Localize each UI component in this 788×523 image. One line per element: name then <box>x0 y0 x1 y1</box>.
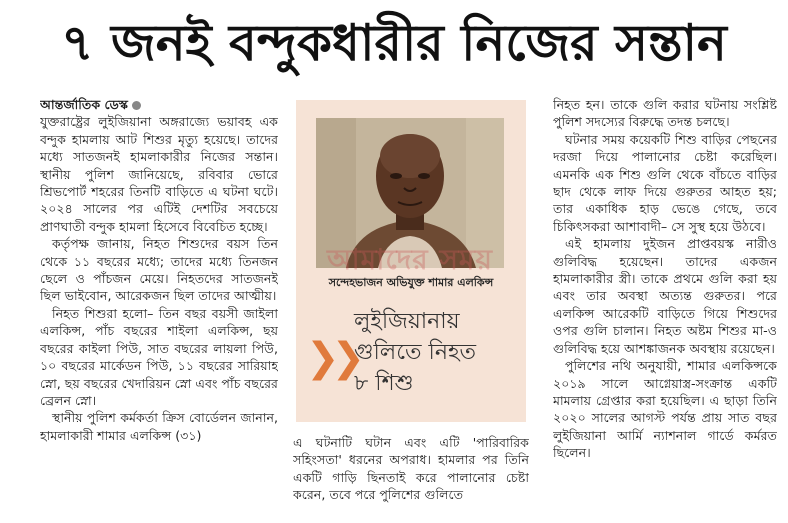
subhead-line: লুইজিয়ানায় <box>354 309 460 334</box>
paragraph: স্থানীয় পুলিশ কর্মকর্তা ক্রিস বোর্ডেলন জানান, হামলাকারী শামার এলকিন্স (৩১) <box>40 410 278 443</box>
paragraph: যুক্তরাষ্ট্রের লুইজিয়ানা অঙ্গরাজ্যে ভয়াবহ এক বন্দুক হামলায় আট শিশুর মৃত্যু হয়েছে। তাদের মধ্যে সাতজনই হামলাকারীর নিজের সন্তান। স্থানীয় পুলিশ জানিয়েছে, রবিবার ভোরে শ্রিভপোর্ট শহরের তিনটি বাড়িতে এ ঘটনা ঘটে। ২০২৪ সালের পর এটিই দেশটির সবচেয়ে প্রাণঘাতী বন্দুক হামলা হিসেবে বিবেচিত হচ্ছে। <box>40 114 278 234</box>
article-column-2 <box>293 434 529 520</box>
paragraph: এই হামলায় দুইজন প্রাপ্তবয়স্ক নারীও গুলিবিদ্ধ হয়েছেন। তাদের একজন হামলাকারীর স্ত্রী। তাকে প্রথমে গুলি করা হয় এবং তার অবস্থা অত্যন্ত গুরুতর। পরে এলকিন্স আরেকটি বাড়িতে গিয়ে শিশুদের ওপর গুলি চালান। নিহত অষ্টম শিশুর মা-ও গুলিবিদ্ধ হয়ে আশঙ্কাজনক অবস্থায় রয়েছেন। <box>553 236 777 356</box>
newspaper-watermark: আমাদের সময় <box>327 243 493 276</box>
subheadline <box>354 306 524 399</box>
paragraph: নিহত হন। তাকে গুলি করার ঘটনায় সংশ্লিষ্ট পুলিশ সদস্যের বিরুদ্ধে তদন্ত চলছে। <box>553 97 777 130</box>
article-column-3 <box>553 96 777 516</box>
paragraph: কর্তৃপক্ষ জানায়, নিহত শিশুদের বয়স তিন থেকে ১১ বছরের মধ্যে; তাদের মধ্যে তিনজন ছেলে ও পাঁচজন মেয়ে। নিহতদের সাতজনই ছিল ভাইবোন, আরেকজন ছিল তাদের আত্মীয়। <box>40 236 278 304</box>
dateline: আন্তর্জাতিক ডেস্ক <box>40 97 128 112</box>
paragraph: এ ঘটনাটি ঘটান এবং এটি 'পারিবারিক সহিংসতা' ধরনের অপরাধ। হামলার পর তিনি একটি গাড়ি ছিনতাই করে পালানোর চেষ্টা করেন, তবে পরে পুলিশের গুলিতে <box>293 435 529 503</box>
subhead-line: ৮ শিশু <box>354 371 414 396</box>
bullet-dot-icon <box>132 101 141 110</box>
article-column-1 <box>40 96 278 516</box>
photo-callout-box <box>296 100 526 422</box>
paragraph: নিহত শিশুরা হলো– তিন বছর বয়সী জাইলা এলকিন্স, পাঁচ বছরের শাইলা এলকিন্স, ছয় বছরের কাইলা পিউ, সাত বছরের লায়লা পিউ, ১০ বছরের মার্কেডন পিউ, ১১ বছরের সারিয়াহ স্নো, ছয় বছরের খেদারিয়ন স্নো এবং পাঁচ বছরের ব্রেলন স্নো। <box>40 305 278 408</box>
photo-caption: সন্দেহভাজন অভিযুক্ত শামার এলকিন্স <box>328 276 494 289</box>
headline: ৭ জনই বন্দুকধারীর নিজের সন্তান <box>61 14 727 72</box>
paragraph: ঘটনার সময় কয়েকটি শিশু বাড়ির পেছনের দরজা দিয়ে পালানোর চেষ্টা করেছিল। এমনকি এক শিশু গুলি থেকে বাঁচতে বাড়ির ছাদ থেকে লাফ দিয়ে গুরুতর আহত হয়; তার একাধিক হাড় ভেঙে গেছে, তবে চিকিৎসকরা আশাবাদী– সে সুস্থ হয়ে উঠবে। <box>553 131 777 234</box>
subhead-line: গুলিতে নিহত <box>354 340 477 365</box>
chevron-right-icon: ❯❯ <box>306 335 358 381</box>
paragraph: পুলিশের নথি অনুযায়ী, শামার এলকিন্সকে ২০১৯ সালে আগ্নেয়াস্ত্র-সংক্রান্ত একটি মামলায় গ্রেপ্তার করা হয়েছিল। এ ছাড়া তিনি ২০২০ সালের আগস্ট পর্যন্ত প্রায় সাত বছর লুইজিয়ানা আর্মি ন্যাশনাল গার্ডে কর্মরত ছিলেন। <box>553 358 777 461</box>
